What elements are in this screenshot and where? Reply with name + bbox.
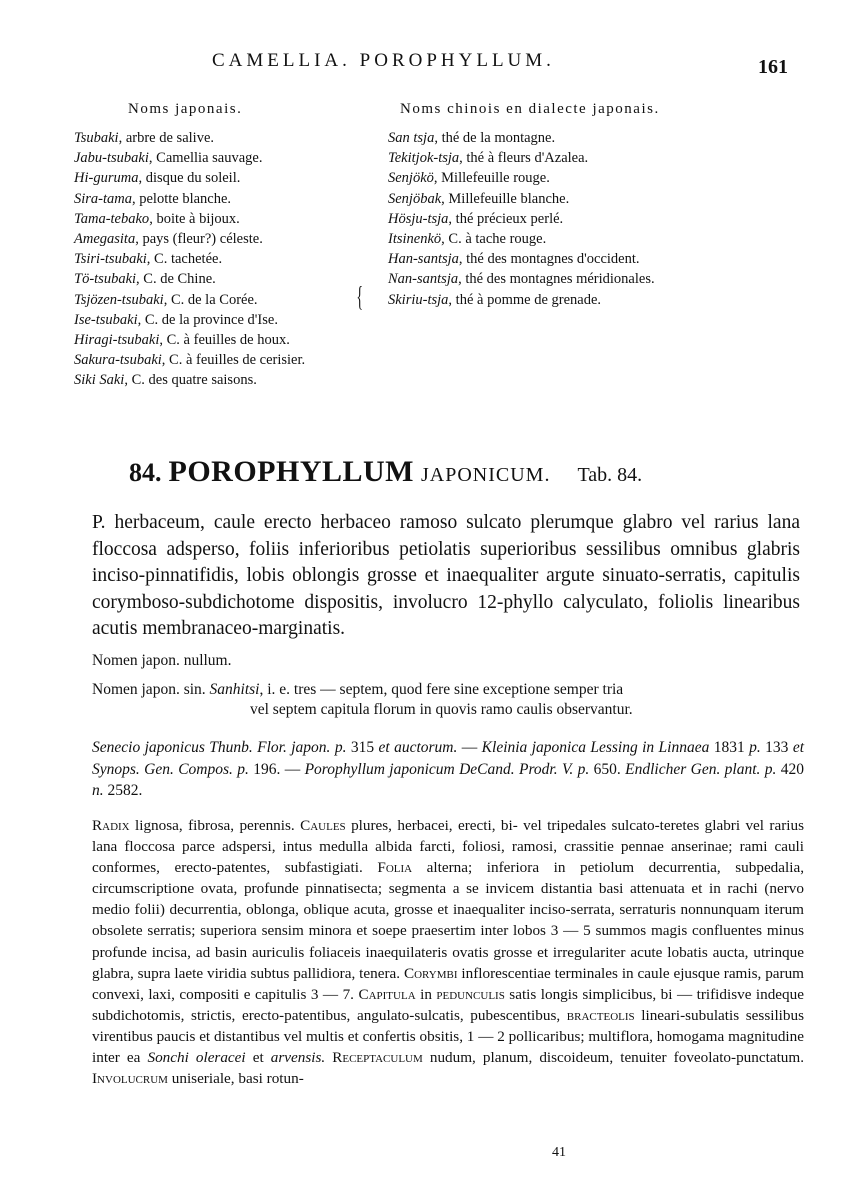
name-entry: [388, 148, 655, 168]
name-entry: [74, 229, 305, 249]
description-fragment: Folia: [377, 859, 413, 877]
description-fragment: alterna; inferiora in petiolum decurrentia, subpedalia, circumscriptione ovata, profunde pinnatisecta; segmenta a se invicem distantia basi attenuata et in rachi (nervo medio folii) decurrentia, oblonga, oblique acuta, grosse et inaequaliter inciso-serrata, serraturis nonnunquam iterum obsolete serratis; superiora sensim minora et soepe praesertim inter lobos 3 — 5 summos magis confluentes minus profunde incisa, ad basin auriculis foliaceis inaequilateris ovatis grosse et irregulariter acute lobatis aucta, utrinque glabra, supra laete viridia subtus pallidiora, tenera.: [92, 859, 804, 982]
name-term: Tsjözen-tsubaki: [74, 291, 164, 308]
description-fragment: in: [415, 985, 437, 1003]
synonymy-paragraph: [92, 737, 804, 802]
name-gloss: , Millefeuille rouge.: [433, 170, 550, 187]
species-genus: POROPHYLLUM: [168, 455, 414, 488]
name-entry: [388, 229, 655, 249]
nomen-japon: Nomen japon. nullum.: [92, 652, 232, 669]
name-term: Skiriu-tsja: [388, 291, 449, 308]
name-gloss: , thé précieux perlé.: [448, 210, 564, 227]
name-term: Tsubaki: [74, 130, 119, 146]
nomen-sin-term: Sanhitsi: [209, 681, 260, 698]
species-title: [129, 455, 642, 489]
synonymy-fragment: 2582.: [103, 782, 143, 799]
synonymy-fragment: Senecio japonicus Thunb. Flor. japon. p.: [92, 739, 347, 756]
nomen-japon-sin: [92, 681, 623, 699]
synonymy-fragment: n.: [92, 782, 104, 799]
synonymy-fragment: 650.: [589, 760, 626, 778]
name-term: Senjöbak: [388, 190, 442, 207]
synonymy-fragment: 420: [776, 760, 805, 778]
description-fragment: uniseriale, basi rotun-: [167, 1070, 304, 1088]
name-entry: [388, 128, 655, 148]
name-entry: [74, 290, 305, 310]
name-term: Tsiri-tsubaki: [74, 251, 147, 268]
name-entry: [74, 128, 305, 148]
description-fragment: arvensis.: [270, 1049, 326, 1067]
diagnosis-paragraph: P. herbaceum, caule erecto herbaceo ramoso sulcato plerumque glabro vel rarius lana floccosa adsperso, foliis inferioribus petiolatis superioribus sessilibus omnibus glabris inciso-pinnatifidis, lobis oblongis grosse et inaequaliter argute sinuato-serratis, capitulis corymboso-subdichotome dispositis, involucro 12-phyllo calyculato, foliolis linearibus acutis membranaceo-marginatis.: [92, 512, 800, 639]
synonymy-fragment: —: [457, 739, 482, 756]
description-fragment: pedunculis: [436, 985, 505, 1003]
name-gloss: , thé des montagnes d'occident.: [458, 251, 640, 268]
description-fragment: inflorescentiae terminales in caule ejusque ramis, parum convexi, laxi, compositi e capitulis 3 — 7.: [92, 964, 805, 1003]
name-gloss: , C. à feuilles de houx.: [159, 332, 290, 349]
name-entry: [74, 209, 305, 229]
name-gloss: , thé des montagnes méridionales.: [458, 271, 655, 288]
name-gloss: , thé à pomme de grenade.: [448, 291, 602, 308]
name-entry: [74, 310, 305, 330]
description-fragment: satis longis simplicibus, bi — trifidisve indeque subdichotomis, strictis, erecto-patentibus, angulato-sulcatis, pubescentibus,: [92, 985, 804, 1024]
name-entry: [74, 330, 305, 350]
name-term: Nan-santsja: [388, 271, 459, 288]
nomen-sin-line1: , i. e. tres — septem, quod fere sine exceptione semper tria: [259, 681, 624, 698]
name-entry: [74, 148, 305, 168]
synonymy-fragment: Kleinia japonica Lessing in Linnaea: [481, 739, 710, 756]
plate-reference: Tab. 84.: [577, 464, 643, 486]
description-fragment: lignosa, fibrosa, perennis.: [129, 817, 301, 834]
description-fragment: nudum, planum, discoideum, tenuiter foveolato-punctatum.: [422, 1049, 804, 1067]
name-gloss: , Millefeuille blanche.: [441, 190, 570, 207]
name-term: Ise-tsubaki: [74, 311, 138, 328]
name-entry: [74, 269, 305, 289]
name-entry: [388, 168, 655, 188]
synonymy-fragment: Porophyllum japonicum DeCand. Prodr. V. p.: [304, 760, 590, 778]
nomen-sin-line2: vel septem capitula florum in quovis ramo caulis observantur.: [250, 701, 633, 718]
synonymy-fragment: Endlicher Gen. plant. p.: [625, 760, 777, 778]
name-term: Tama-tebako: [74, 210, 150, 227]
name-term: Hi-guruma: [74, 170, 139, 187]
name-term: Sakura-tsubaki: [74, 352, 162, 369]
name-entry: [74, 350, 305, 370]
description-fragment: Sonchi oleracei: [147, 1049, 246, 1067]
species-number: 84.: [129, 458, 162, 487]
chinese-names-heading: Noms chinois en dialecte japonais.: [400, 101, 660, 117]
name-term: Itsinenkö: [388, 231, 442, 248]
name-term: Hiragi-tsubaki: [74, 332, 160, 349]
name-gloss: , C. de la province d'Ise.: [137, 311, 278, 328]
description-fragment: Receptaculum: [332, 1049, 423, 1067]
description-paragraph: [92, 815, 804, 1089]
name-entry: [74, 370, 305, 390]
japanese-names-list: [74, 128, 305, 391]
description-fragment: lineari-subulatis sessilibus virentibus paucis et distantibus vel multis et confertis obsitis, 1 — 2 pollicaribus; multiflora, homogama magnitudine inter ea: [92, 1006, 804, 1067]
running-head: CAMELLIA. POROPHYLLUM.: [212, 50, 555, 71]
name-entry: [388, 189, 655, 209]
species-epithet: JAPONICUM.: [421, 464, 551, 486]
name-gloss: , disque du soleil.: [138, 170, 241, 187]
name-term: Tekitjok-tsja: [388, 150, 460, 167]
name-gloss: , C. tachetée.: [146, 251, 223, 268]
name-gloss: , pelotte blanche.: [132, 190, 232, 207]
name-entry: [388, 290, 655, 310]
name-gloss: , C. à feuilles de cerisier.: [161, 352, 306, 369]
name-gloss: , pays (fleur?) céleste.: [135, 231, 263, 248]
name-entry: [388, 249, 655, 269]
name-entry: [74, 249, 305, 269]
name-term: Han-santsja: [388, 251, 459, 268]
nomen-sin-prefix: Nomen japon. sin.: [92, 681, 206, 698]
description-fragment: Involucrum: [92, 1070, 168, 1088]
name-gloss: , Camellia sauvage.: [148, 150, 263, 167]
name-gloss: , C. de la Corée.: [163, 291, 258, 308]
chinese-names-list: [388, 128, 655, 310]
name-entry: [74, 168, 305, 188]
description-fragment: plures, herbacei, erecti, bi- vel tripedales sulcato-teretes glabri vel rarius lana floccosa parce adspersi, intus medulla albida farcti, foliosi, ramosi, crassitie pennae anserinae; rami cauli conformes, erecto-patentes, subfastigiati.: [92, 817, 804, 877]
description-fragment: bracteolis: [566, 1006, 635, 1024]
name-gloss: , arbre de salive.: [118, 130, 215, 146]
signature-mark: 41: [552, 1145, 566, 1160]
description-fragment: Radix: [92, 817, 130, 834]
synonymy-fragment: 1831: [709, 739, 750, 756]
synonymy-fragment: p.: [749, 739, 761, 756]
description-fragment: Corymbi: [403, 964, 458, 982]
name-term: San tsja: [388, 130, 435, 146]
synonymy-fragment: 315: [346, 739, 379, 756]
bracket-mark: {: [356, 282, 364, 313]
name-gloss: , thé de la montagne.: [434, 130, 556, 146]
name-term: Tö-tsubaki: [74, 271, 137, 288]
synonymy-fragment: et Synops. Gen. Compos. p.: [92, 739, 805, 778]
name-gloss: , boite à bijoux.: [149, 210, 240, 227]
name-term: Amegasita: [74, 231, 136, 248]
name-term: Senjökö: [388, 170, 434, 187]
name-entry: [388, 269, 655, 289]
synonymy-fragment: 133: [760, 739, 793, 756]
description-fragment: Capitula: [358, 985, 416, 1003]
name-gloss: , thé à fleurs d'Azalea.: [459, 150, 589, 167]
description-fragment: et: [245, 1049, 271, 1067]
synonymy-fragment: et auctorum.: [378, 739, 458, 756]
description-fragment: Caules: [300, 817, 346, 834]
name-gloss: , C. à tache rouge.: [441, 231, 547, 248]
name-entry: [74, 189, 305, 209]
japanese-names-heading: Noms japonais.: [128, 101, 243, 117]
name-term: Sira-tama: [74, 190, 132, 207]
name-gloss: , C. des quatre saisons.: [124, 372, 257, 389]
name-term: Jabu-tsubaki: [74, 150, 149, 167]
name-entry: [388, 209, 655, 229]
name-term: Hösju-tsja: [388, 210, 449, 227]
page-number: 161: [758, 56, 788, 78]
synonymy-fragment: 196. —: [248, 760, 305, 778]
name-gloss: , C. de Chine.: [136, 271, 216, 288]
name-term: Siki Saki: [74, 372, 125, 389]
